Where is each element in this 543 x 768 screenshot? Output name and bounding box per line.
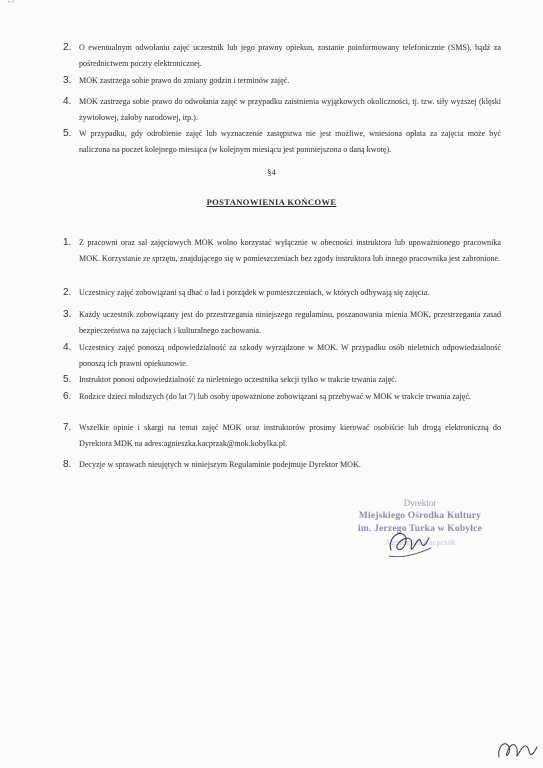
list-item-number: 5. <box>63 128 72 139</box>
list-item-number: 3. <box>63 309 72 320</box>
list-item-number: 3. <box>63 75 72 86</box>
stamp-name: Agnieszka Kacprzak <box>384 537 456 547</box>
stamp-title: Dyrektor <box>403 498 437 508</box>
section-number: §4 <box>267 167 276 177</box>
list-item-number: 8. <box>63 459 72 470</box>
list-item-text: Wszelkie opinie i skargi na temat zajęć MOK oraz instruktorów prosimy kierować osobiście lub drogą elektroniczną do Dyrektora MDK na adres:agnieszka.kacprzak@mok.kobylka.pl. <box>79 423 501 448</box>
list-item-number: 5. <box>63 374 72 385</box>
list-item-number: 4. <box>63 96 72 107</box>
list-item-number: 7. <box>63 422 72 433</box>
stamp-patron: im. Jerzego Turka w Kobyłce <box>358 524 482 534</box>
list-item-text: MOK zastrzega sobie prawo do zmiany godzin i terminów zajęć. <box>79 76 290 85</box>
list-item-number: 1. <box>63 237 72 248</box>
list-item-text: Uczestnicy zajęć ponoszą odpowiedzialność za szkody wyrządzone w MOK. W przypadku osób nieletnich odpowiedzialność ponoszą ich prawni opiekunowie. <box>79 343 501 368</box>
list-item-number: 2. <box>63 287 72 298</box>
list-item-text: Instruktor ponosi odpowiedzialność za nieletniego uczestnika sekcji tylko w trakcie trwania zajęć. <box>79 375 397 384</box>
list-item-text: Decyzje w sprawach nieujętych w niniejszym Regulaminie podejmuje Dyrektor MOK. <box>79 460 361 469</box>
list-item-text: Z pracowni oraz sal zajęciowych MOK wolno korzystać wyłącznie w obecności instruktora lub upoważnionego pracownika MOK. Korzystanie ze sprzętu, znajdującego się w pomieszczeniach bez zgody instruktora lub innego pracownika jest zabronione. <box>79 238 501 263</box>
list-item-text: MOK zastrzega sobie prawo do odwołania zajęć w przypadku zaistnienia wyjątkowych okoliczności, tj. tzw. siły wyższej (klęski żywiołowej, żałoby narodowej, itp.). <box>79 97 501 122</box>
stamp-institution: Miejskiego Ośrodka Kultury <box>358 511 482 521</box>
page-initials <box>495 727 539 767</box>
list-item-text: Uczestnicy zajęć zobowiązani są dbać o ład i porządek w pomieszczeniach, w których odbywają się zajęcia. <box>79 288 430 297</box>
corner-mark: • ^ <box>8 0 15 6</box>
list-item-text: Rodzice dzieci młodszych (do lat 7) lub osoby upoważnione zobowiązani są przebywać w MOK w trakcie trwania zajęć. <box>79 392 471 401</box>
section-title: POSTANOWIENIA KOŃCOWE <box>206 197 337 207</box>
list-item-text: Każdy uczestnik zobowiązany jest do przestrzegania niniejszego regulaminu, poszanowania mienia MOK, przestrzegania zasad bezpieczeństwa na zajęciach i kulturalnego zachowania. <box>79 310 501 335</box>
list-item-number: 4. <box>63 342 72 353</box>
list-item-number: 2. <box>63 42 72 53</box>
list-item-text: W przypadku, gdy odrobienie zajęć lub wyznaczenie zastępstwa nie jest możliwe, wniesiona opłata za zajęcia może być naliczona na poczet kolejnego miesiąca (w kolejnym miesiącu jest pomniejszona o daną kwotę). <box>79 129 501 154</box>
handwritten-signature <box>385 518 435 564</box>
list-item-number: 6. <box>63 391 72 402</box>
list-item-text: O ewentualnym odwołaniu zajęć uczestnik lub jego prawny opiekun, zostanie poinformowany telefonicznie (SMS), bądź za pośrednictwem poczty elektronicznej. <box>79 43 501 68</box>
